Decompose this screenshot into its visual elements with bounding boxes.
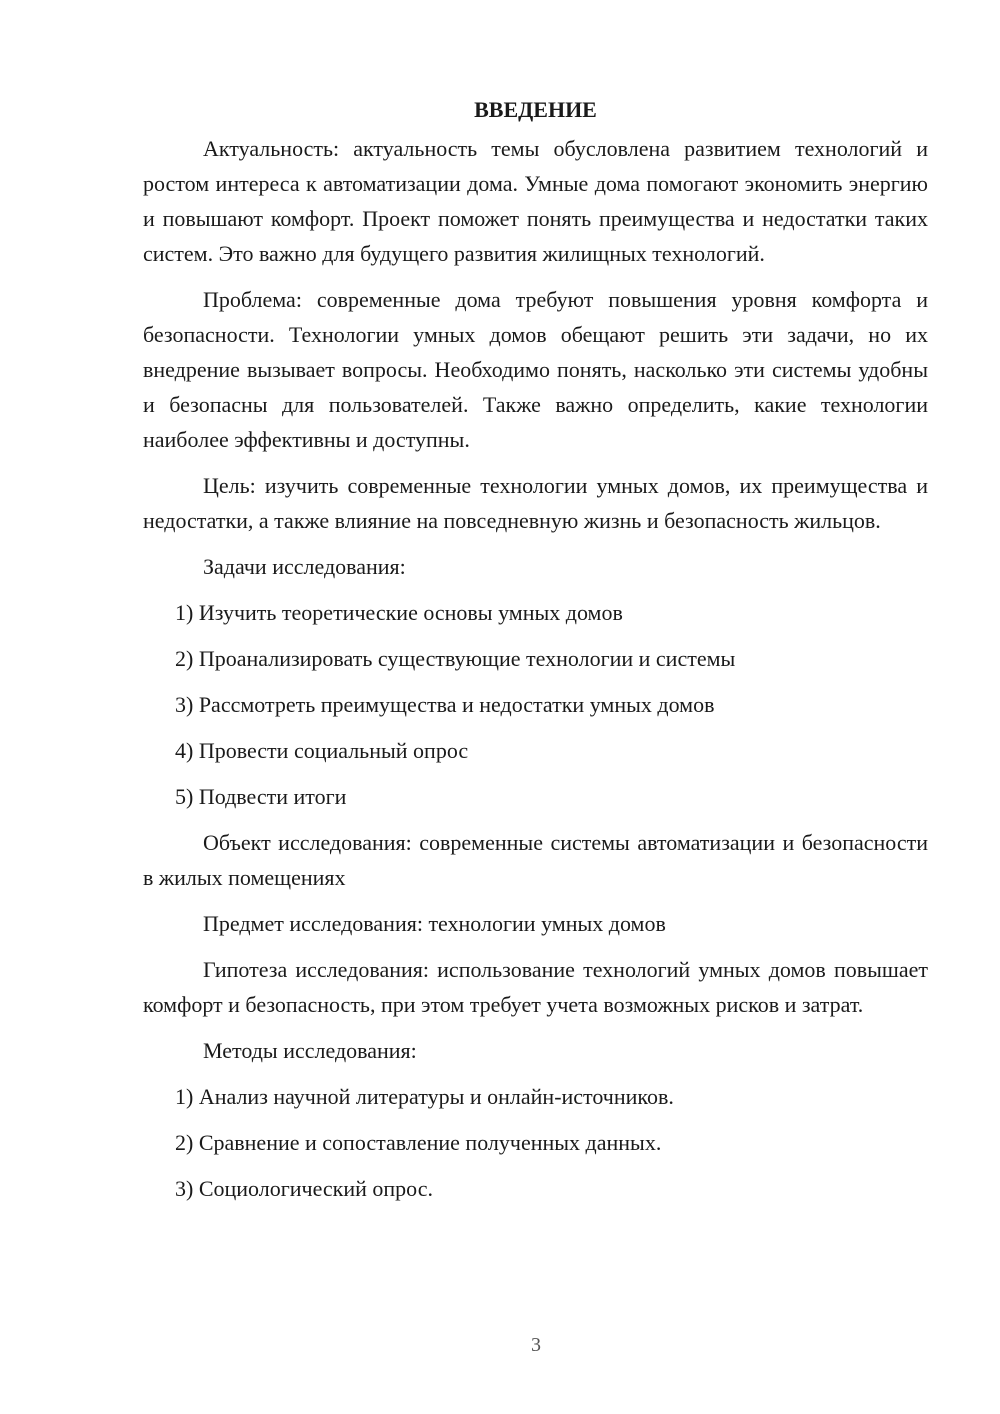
relevance-paragraph: Актуальность: актуальность темы обусловлена развитием технологий и ростом интереса к автоматизации дома. Умные дома помогают экономить энергию и повышают комфорт. Проект поможет понять преимущества и недостатки таких систем. Это важно для будущего развития жилищных технологий. bbox=[143, 136, 928, 266]
subject-paragraph: Предмет исследования: технологии умных домов bbox=[203, 911, 666, 936]
object-paragraph: Объект исследования: современные системы автоматизации и безопасности в жилых помещениях bbox=[143, 830, 928, 890]
section-title: ВВЕДЕНИЕ bbox=[474, 97, 597, 122]
list-item: 2) Сравнение и сопоставление полученных данных. bbox=[175, 1130, 662, 1155]
list-item: 3) Рассмотреть преимущества и недостатки умных домов bbox=[175, 692, 715, 717]
list-item: 2) Проанализировать существующие технологии и системы bbox=[175, 646, 736, 671]
list-item: 4) Провести социальный опрос bbox=[175, 738, 469, 763]
document-page bbox=[143, 92, 928, 1217]
list-item: 1) Изучить теоретические основы умных домов bbox=[175, 600, 623, 625]
list-item: 5) Подвести итоги bbox=[175, 784, 347, 809]
list-item: 1) Анализ научной литературы и онлайн-источников. bbox=[175, 1084, 674, 1109]
hypothesis-paragraph: Гипотеза исследования: использование технологий умных домов повышает комфорт и безопасность, при этом требует учета возможных рисков и затрат. bbox=[143, 957, 928, 1017]
methods-list bbox=[143, 1079, 928, 1206]
problem-paragraph: Проблема: современные дома требуют повышения уровня комфорта и безопасности. Технологии умных домов обещают решить эти задачи, но их внедрение вызывает вопросы. Необходимо понять, насколько эти системы удобны и безопасны для пользователей. Также важно определить, какие технологии наиболее эффективны и доступны. bbox=[143, 287, 928, 452]
list-item: 3) Социологический опрос. bbox=[175, 1176, 433, 1201]
page-number: 3 bbox=[531, 1334, 541, 1356]
tasks-list bbox=[143, 595, 928, 814]
tasks-heading: Задачи исследования: bbox=[203, 554, 406, 579]
goal-paragraph: Цель: изучить современные технологии умных домов, их преимущества и недостатки, а также влияние на повседневную жизнь и безопасность жильцов. bbox=[143, 473, 928, 533]
methods-heading: Методы исследования: bbox=[203, 1038, 417, 1063]
